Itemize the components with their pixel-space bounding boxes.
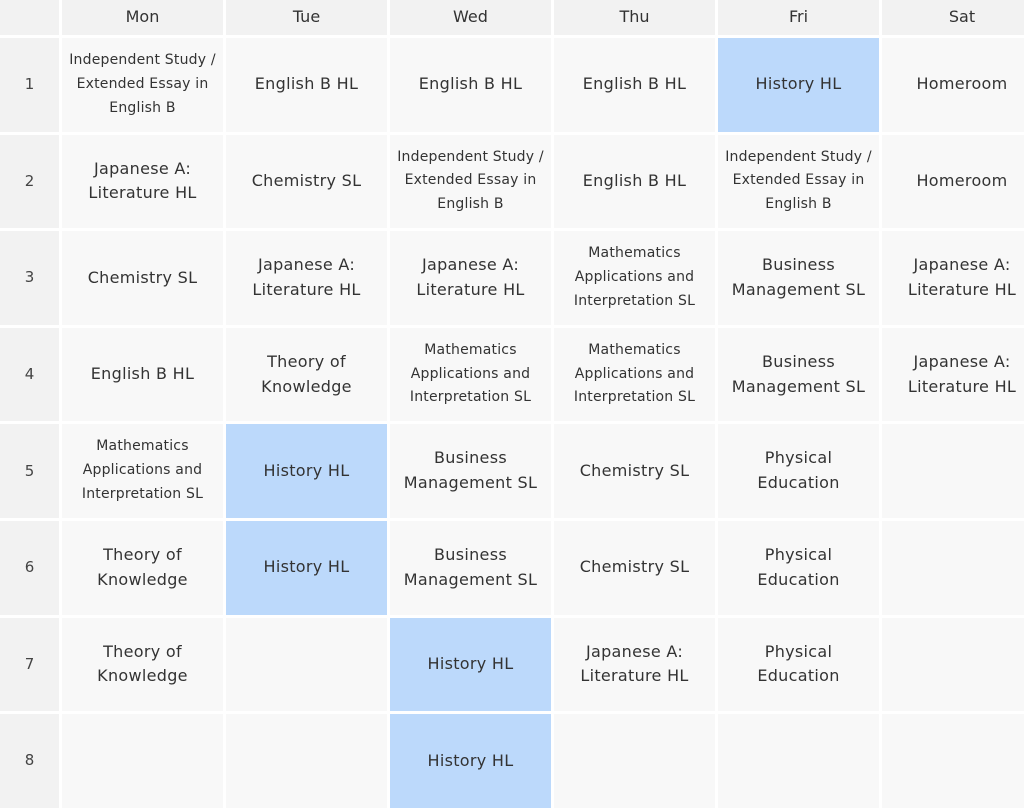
- subject-label: [724, 543, 873, 593]
- day-header-thu: Thu: [554, 0, 715, 35]
- subject-label-line: Literature HL: [88, 183, 197, 203]
- subject-label-line: Applications and: [574, 269, 695, 286]
- subject-label: [574, 242, 695, 313]
- subject-label-line: Chemistry SL: [87, 267, 198, 287]
- subject-label: [724, 446, 873, 496]
- timetable-slot-tue-2[interactable]: [226, 135, 387, 229]
- subject-label: [416, 253, 524, 303]
- timetable-slot-tue-6[interactable]: [226, 521, 387, 615]
- subject-label-line: Interpretation SL: [81, 486, 204, 503]
- period-label-1: 1: [0, 38, 59, 132]
- subject-label-line: Extended Essay in: [732, 172, 865, 189]
- timetable-slot-fri-3[interactable]: [718, 231, 879, 325]
- timetable-slot-mon-2[interactable]: [62, 135, 223, 229]
- timetable-slot-mon-5[interactable]: [62, 424, 223, 518]
- subject-label-line: History HL: [755, 74, 842, 94]
- subject-label: [908, 350, 1016, 400]
- subject-label-line: English B HL: [418, 74, 523, 94]
- subject-label: [97, 640, 188, 690]
- timetable-slot-thu-8[interactable]: [554, 714, 715, 808]
- subject-label-line: Theory of: [267, 351, 346, 371]
- period-label-6: 6: [0, 521, 59, 615]
- subject-label: [574, 339, 695, 410]
- subject-label-line: Business: [762, 351, 835, 371]
- timetable-slot-sat-7[interactable]: [882, 618, 1024, 712]
- timetable-slot-wed-8[interactable]: [390, 714, 551, 808]
- day-header-fri: Fri: [718, 0, 879, 35]
- subject-label-line: Extended Essay in: [404, 172, 537, 189]
- day-header-sat: Sat: [882, 0, 1024, 35]
- period-label-4: 4: [0, 328, 59, 422]
- subject-label: [732, 253, 865, 303]
- subject-label-line: Japanese A:: [257, 255, 356, 275]
- subject-label: [252, 169, 362, 194]
- timetable-slot-wed-7[interactable]: [390, 618, 551, 712]
- subject-label-line: Knowledge: [261, 376, 352, 396]
- subject-label: [580, 459, 690, 484]
- subject-label-line: English B HL: [90, 364, 195, 384]
- subject-label-line: Management SL: [403, 473, 538, 493]
- timetable-slot-wed-4[interactable]: [390, 328, 551, 422]
- subject-label-line: Independent Study /: [69, 52, 216, 69]
- timetable-slot-sat-5[interactable]: [882, 424, 1024, 518]
- timetable-slot-sat-4[interactable]: [882, 328, 1024, 422]
- timetable-slot-mon-7[interactable]: [62, 618, 223, 712]
- timetable-slot-sat-6[interactable]: [882, 521, 1024, 615]
- period-label-7: 7: [0, 618, 59, 712]
- timetable-slot-fri-1[interactable]: [718, 38, 879, 132]
- subject-label: [583, 72, 686, 97]
- subject-label: [724, 640, 873, 690]
- subject-label-line: Knowledge: [97, 569, 188, 589]
- timetable-slot-sat-8[interactable]: [882, 714, 1024, 808]
- subject-label-line: Business: [762, 255, 835, 275]
- subject-label-line: Literature HL: [416, 279, 525, 299]
- subject-label-line: Independent Study /: [397, 148, 544, 165]
- subject-label-line: Japanese A:: [421, 255, 520, 275]
- subject-label: [580, 555, 690, 580]
- subject-label: [255, 72, 358, 97]
- subject-label: [91, 362, 194, 387]
- timetable-slot-wed-2[interactable]: [390, 135, 551, 229]
- timetable-slot-thu-6[interactable]: [554, 521, 715, 615]
- timetable-slot-fri-4[interactable]: [718, 328, 879, 422]
- subject-label-line: English B HL: [582, 74, 687, 94]
- subject-label-line: Applications and: [410, 365, 531, 382]
- subject-label-line: Homeroom: [916, 170, 1008, 190]
- subject-label: [916, 169, 1007, 194]
- subject-label-line: Business: [434, 544, 507, 564]
- subject-label-line: English B HL: [582, 170, 687, 190]
- timetable-slot-mon-8[interactable]: [62, 714, 223, 808]
- subject-label-line: Physical Education: [757, 448, 840, 493]
- subject-label-line: Physical Education: [757, 544, 840, 589]
- subject-label: [580, 640, 688, 690]
- timetable-slot-tue-1[interactable]: [226, 38, 387, 132]
- subject-label-line: History HL: [263, 557, 350, 577]
- subject-label: [252, 253, 360, 303]
- subject-label-line: English B: [109, 99, 176, 116]
- subject-label-line: Chemistry SL: [251, 170, 362, 190]
- subject-label: [428, 652, 514, 677]
- subject-label-line: Interpretation SL: [573, 292, 696, 309]
- subject-label-line: History HL: [427, 653, 514, 673]
- subject-label-line: Mathematics: [96, 438, 189, 455]
- period-label-2: 2: [0, 135, 59, 229]
- subject-label: [69, 49, 216, 120]
- timetable-slot-thu-2[interactable]: [554, 135, 715, 229]
- subject-label: [97, 543, 188, 593]
- timetable-slot-thu-1[interactable]: [554, 38, 715, 132]
- subject-label-line: History HL: [263, 460, 350, 480]
- subject-label-line: English B HL: [254, 74, 359, 94]
- timetable-slot-thu-3[interactable]: [554, 231, 715, 325]
- timetable-slot-mon-1[interactable]: [62, 38, 223, 132]
- timetable-slot-wed-3[interactable]: [390, 231, 551, 325]
- period-label-3: 3: [0, 231, 59, 325]
- subject-label-line: Independent Study /: [725, 148, 872, 165]
- subject-label-line: Management SL: [403, 569, 538, 589]
- timetable-slot-sat-3[interactable]: [882, 231, 1024, 325]
- day-header-wed: Wed: [390, 0, 551, 35]
- timetable-slot-wed-5[interactable]: [390, 424, 551, 518]
- timetable-slot-fri-6[interactable]: [718, 521, 879, 615]
- subject-label-line: Mathematics: [424, 341, 517, 358]
- subject-label: [732, 350, 865, 400]
- timetable-slot-fri-8[interactable]: [718, 714, 879, 808]
- subject-label: [82, 435, 203, 506]
- subject-label-line: Mathematics: [588, 341, 681, 358]
- corner-cell: [0, 0, 59, 35]
- day-header-tue: Tue: [226, 0, 387, 35]
- subject-label-line: Management SL: [731, 279, 866, 299]
- subject-label-line: Japanese A:: [913, 351, 1011, 371]
- subject-label: [725, 146, 872, 217]
- timetable-slot-thu-5[interactable]: [554, 424, 715, 518]
- subject-label-line: Management SL: [731, 376, 866, 396]
- subject-label: [261, 350, 352, 400]
- subject-label-line: Literature HL: [252, 279, 361, 299]
- subject-label-line: Physical Education: [757, 641, 840, 686]
- subject-label-line: Business: [434, 448, 507, 468]
- subject-label-line: Theory of: [103, 641, 182, 661]
- timetable-slot-thu-4[interactable]: [554, 328, 715, 422]
- subject-label-line: Extended Essay in: [76, 75, 209, 92]
- timetable-slot-mon-3[interactable]: [62, 231, 223, 325]
- timetable-slot-tue-8[interactable]: [226, 714, 387, 808]
- subject-label: [88, 157, 196, 207]
- subject-label: [756, 72, 842, 97]
- subject-label-line: Homeroom: [916, 74, 1008, 94]
- subject-label-line: Literature HL: [907, 279, 1017, 299]
- period-label-8: 8: [0, 714, 59, 808]
- subject-label: [428, 749, 514, 774]
- timetable-slot-fri-7[interactable]: [718, 618, 879, 712]
- subject-label-line: History HL: [427, 750, 514, 770]
- subject-label-line: Japanese A:: [913, 255, 1011, 275]
- subject-label-line: Japanese A:: [585, 641, 684, 661]
- subject-label-line: Interpretation SL: [573, 389, 696, 406]
- timetable-slot-mon-4[interactable]: [62, 328, 223, 422]
- subject-label-line: Theory of: [103, 544, 182, 564]
- subject-label-line: Knowledge: [97, 666, 188, 686]
- subject-label: [908, 253, 1016, 303]
- subject-label-line: Applications and: [574, 365, 695, 382]
- timetable-slot-wed-6[interactable]: [390, 521, 551, 615]
- subject-label-line: Literature HL: [580, 666, 689, 686]
- subject-label-line: Mathematics: [588, 245, 681, 262]
- subject-label: [264, 555, 350, 580]
- timetable-slot-tue-5[interactable]: [226, 424, 387, 518]
- subject-label: [88, 266, 198, 291]
- timetable-slot-wed-1[interactable]: [390, 38, 551, 132]
- timetable-slot-tue-7[interactable]: [226, 618, 387, 712]
- subject-label-line: Chemistry SL: [579, 557, 690, 577]
- day-header-mon: Mon: [62, 0, 223, 35]
- timetable-slot-tue-3[interactable]: [226, 231, 387, 325]
- subject-label-line: English B: [437, 196, 504, 213]
- subject-label: [404, 446, 537, 496]
- timetable-slot-fri-5[interactable]: [718, 424, 879, 518]
- subject-label: [583, 169, 686, 194]
- subject-label-line: English B: [765, 196, 832, 213]
- timetable-slot-tue-4[interactable]: [226, 328, 387, 422]
- subject-label-line: Chemistry SL: [579, 460, 690, 480]
- timetable-slot-sat-1[interactable]: [882, 38, 1024, 132]
- subject-label-line: Applications and: [82, 462, 203, 479]
- subject-label: [404, 543, 537, 593]
- timetable-slot-mon-6[interactable]: [62, 521, 223, 615]
- timetable-slot-fri-2[interactable]: [718, 135, 879, 229]
- timetable-slot-thu-7[interactable]: [554, 618, 715, 712]
- subject-label-line: Literature HL: [907, 376, 1017, 396]
- subject-label: [397, 146, 544, 217]
- subject-label: [916, 72, 1007, 97]
- timetable-slot-sat-2[interactable]: [882, 135, 1024, 229]
- subject-label: [419, 72, 522, 97]
- subject-label-line: Japanese A:: [93, 158, 192, 178]
- subject-label: [410, 339, 531, 410]
- period-label-5: 5: [0, 424, 59, 518]
- subject-label-line: Interpretation SL: [409, 389, 532, 406]
- subject-label: [264, 459, 350, 484]
